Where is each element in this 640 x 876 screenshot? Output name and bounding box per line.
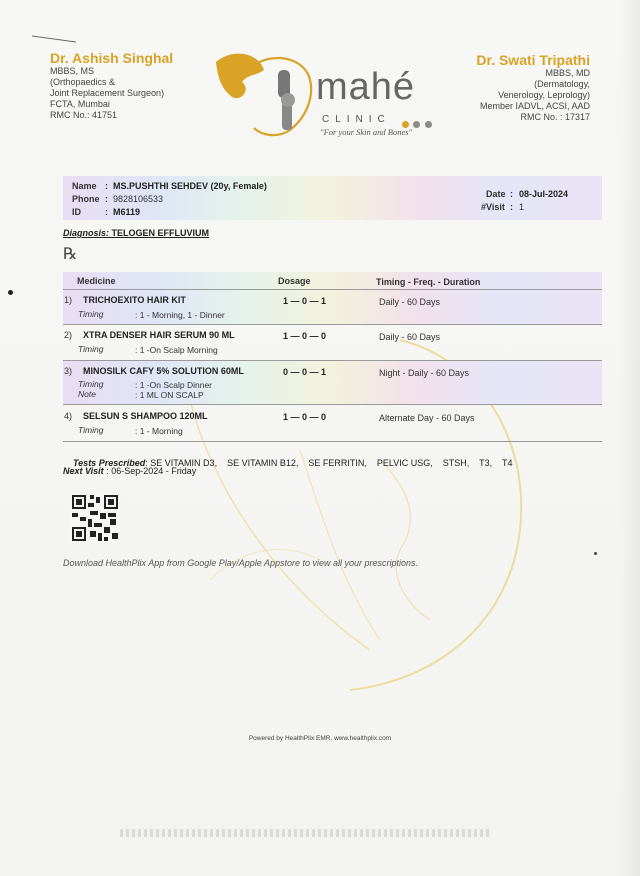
diagnosis: [63, 228, 209, 238]
left-doctor-name: Dr. Ashish Singhal: [50, 50, 174, 66]
left-doctor-line: Joint Replacement Surgeon): [50, 88, 165, 98]
timing-value: : 1 -On Scalp Dinner: [135, 380, 213, 390]
date-label: Date: [486, 189, 506, 199]
next-visit: [63, 466, 196, 476]
tests-value: : SE VITAMIN D3, SE VITAMIN B12, SE FERRITIN, PELVIC USG, STSH, T3, T4: [145, 458, 513, 468]
left-doctor-block: [50, 50, 220, 121]
next-visit-label: Next Visit: [63, 466, 104, 476]
right-doctor-line: Member IADVL, ACSI, AAD: [479, 101, 590, 111]
medicine-row: [63, 325, 602, 361]
note-value: : 1 ML ON SCALP: [135, 390, 204, 400]
medicine-frequency: Alternate Day - 60 Days: [379, 413, 475, 423]
medicine-name: MINOSILK CAFY 5% SOLUTION 60ML: [83, 366, 244, 376]
colon: :: [510, 202, 513, 212]
id-label: ID: [72, 207, 81, 217]
scan-dot: [594, 552, 597, 555]
timing-value: : 1 - Morning: [135, 426, 183, 436]
medicine-frequency: Daily - 60 Days: [379, 332, 441, 342]
download-app-note: Download HealthPlix App from Google Play/Apple Appstore to view all your prescriptions.: [63, 558, 419, 568]
right-doctor-line: RMC No. : 17317: [520, 112, 590, 122]
left-doctor-line: MBBS, MS: [50, 66, 95, 76]
visit-label: #Visit: [481, 202, 505, 212]
medicine-name: TRICHOEXITO HAIR KIT: [83, 295, 186, 305]
right-doctor-line: (Dermatology,: [534, 79, 590, 89]
visit-date: 08-Jul-2024: [519, 189, 569, 199]
colon: :: [105, 194, 108, 204]
medicine-dosage: 1 — 0 — 0: [283, 331, 327, 341]
right-doctor-line: Venerology, Leprology): [498, 90, 590, 100]
timing-value: : 1 -On Scalp Morning: [135, 345, 218, 355]
right-doctor-line: MBBS, MD: [545, 68, 590, 78]
medicine-frequency: Night - Daily - 60 Days: [379, 368, 470, 378]
bottom-smudge: [120, 829, 490, 837]
row-number: 4): [64, 411, 73, 421]
timing-label: Timing: [78, 309, 104, 319]
header-medicine: Medicine: [77, 276, 116, 286]
tests-label: Tests Prescribed: [73, 458, 146, 468]
logo-dot-icon: [413, 121, 420, 128]
qr-code-icon: [70, 493, 120, 543]
patient-name: MS.PUSHTHI SEHDEV (20y, Female): [113, 181, 267, 191]
patient-info-box: [63, 176, 602, 220]
medicine-dosage: 1 — 0 — 0: [283, 412, 327, 422]
row-number: 2): [64, 330, 73, 340]
next-visit-value: : 06-Sep-2024 - Friday: [106, 466, 197, 476]
medicine-dosage: 1 — 0 — 1: [283, 296, 327, 306]
face-leaf-logo-icon: [198, 44, 318, 140]
name-label: Name: [72, 181, 97, 191]
left-doctor-line: FCTA, Mumbai: [50, 99, 110, 109]
phone-label: Phone: [72, 194, 100, 204]
medicine-frequency: Daily - 60 Days: [379, 297, 441, 307]
patient-id: M6119: [113, 207, 141, 217]
patient-phone: 9828106533: [113, 194, 164, 204]
left-doctor-line: RMC No.: 41751: [50, 110, 118, 120]
medicine-name: SELSUN S SHAMPOO 120ML: [83, 411, 208, 421]
medicine-dosage: 0 — 0 — 1: [283, 367, 327, 377]
right-doctor-name: Dr. Swati Tripathi: [476, 52, 590, 68]
logo-sub: CLINIC: [322, 114, 391, 125]
left-doctor-line: (Orthopaedics &: [50, 77, 116, 87]
medicine-row: [63, 405, 602, 442]
diagnosis-value: TELOGEN EFFLUVIUM: [111, 228, 210, 238]
colon: :: [510, 189, 513, 199]
header-timing: Timing - Freq. - Duration: [376, 277, 481, 287]
timing-label: Timing: [78, 379, 104, 389]
logo-tagline: "For your Skin and Bones": [320, 127, 413, 137]
medicine-table-header: [63, 272, 602, 290]
note-label: Note: [78, 389, 96, 399]
timing-label: Timing: [78, 344, 104, 354]
visit-number: 1: [519, 202, 525, 212]
row-number: 3): [64, 366, 73, 376]
medicine-name: XTRA DENSER HAIR SERUM 90 ML: [83, 330, 235, 340]
footer-powered-by: Powered by HealthPlix EMR, www.healthplix.com: [248, 735, 392, 742]
colon: :: [105, 181, 108, 191]
timing-label: Timing: [78, 425, 104, 435]
rx-icon: ℞: [63, 244, 78, 263]
pen-mark-icon: [30, 32, 80, 46]
medicine-row: [63, 361, 602, 405]
right-doctor-block: [430, 52, 590, 123]
header-dosage: Dosage: [278, 276, 311, 286]
row-number: 1): [64, 295, 73, 305]
right-edge-shadow: [618, 0, 640, 876]
logo-brand: mahé: [316, 66, 416, 108]
scan-dot: [8, 290, 13, 295]
timing-value: : 1 - Morning, 1 - Dinner: [135, 310, 225, 320]
diagnosis-label: Diagnosis:: [63, 228, 110, 238]
medicine-row: [63, 290, 602, 325]
colon: :: [105, 207, 108, 217]
clinic-logo: [198, 44, 458, 140]
